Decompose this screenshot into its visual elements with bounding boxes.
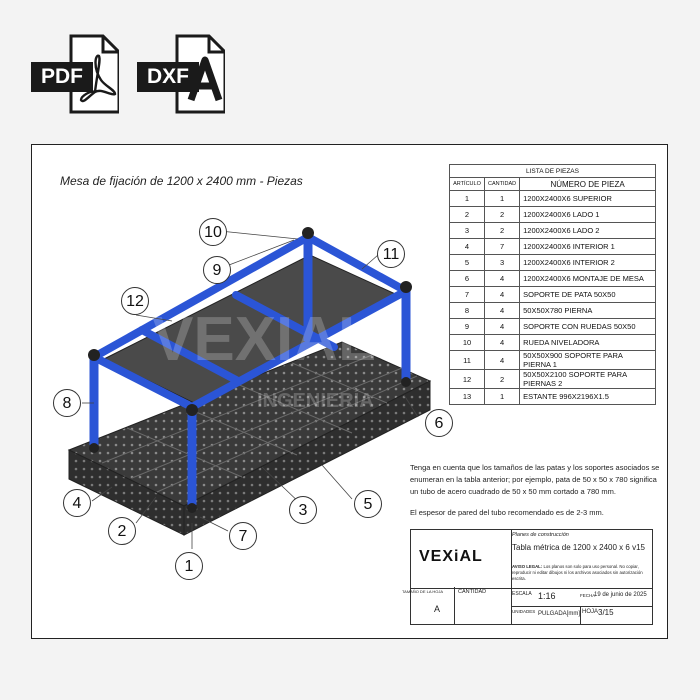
date-label: FECHA: [580, 593, 596, 598]
part-qty: 4: [485, 351, 520, 370]
parts-row: [450, 287, 656, 303]
sheet-title: Mesa de fijación de 1200 x 2400 mm - Piezas: [60, 174, 303, 188]
date-value: 19 de junio de 2025: [594, 592, 647, 598]
col-item: ARTÍCULO: [450, 178, 485, 191]
brand-cell: [411, 530, 512, 589]
callout-1: 1: [175, 552, 203, 580]
part-number: 50X50X780 PIERNA: [520, 303, 656, 319]
part-number: 1200X2400X6 INTERIOR 1: [520, 239, 656, 255]
part-item: 2: [450, 207, 485, 223]
parts-row: [450, 191, 656, 207]
part-qty: 4: [485, 303, 520, 319]
part-item: 4: [450, 239, 485, 255]
parts-row: [450, 223, 656, 239]
part-number: 50X50X900 SOPORTE PARA PIERNA 1: [520, 351, 656, 370]
col-qty: CANTIDAD: [485, 178, 520, 191]
plans-label: Planes de construcción: [512, 532, 569, 538]
parts-row: [450, 389, 656, 405]
callout-9: 9: [203, 256, 231, 284]
part-number: 1200X2400X6 INTERIOR 2: [520, 255, 656, 271]
part-number: 1200X2400X6 LADO 2: [520, 223, 656, 239]
units-label: UNIDADES: [512, 609, 536, 614]
callout-12: 12: [121, 287, 149, 315]
notes: [410, 462, 660, 519]
legal-notice: [512, 564, 650, 582]
callout-6: 6: [425, 409, 453, 437]
part-item: 5: [450, 255, 485, 271]
parts-row: [450, 207, 656, 223]
callout-3: 3: [289, 496, 317, 524]
units-value: PULGADA[mm]: [538, 611, 581, 617]
part-item: 8: [450, 303, 485, 319]
col-part-number: NÚMERO DE PIEZA: [520, 178, 656, 191]
part-item: 13: [450, 389, 485, 405]
sheet-size-value: A: [434, 604, 441, 614]
part-number: SOPORTE DE PATA 50X50: [520, 287, 656, 303]
part-number: 50X50X2100 SOPORTE PARA PIERNAS 2: [520, 370, 656, 389]
part-item: 10: [450, 335, 485, 351]
title-cell: [512, 530, 652, 589]
part-qty: 7: [485, 239, 520, 255]
part-number: 1200X2400X6 MONTAJE DE MESA: [520, 271, 656, 287]
part-number: RUEDA NIVELADORA: [520, 335, 656, 351]
part-qty: 3: [485, 255, 520, 271]
note-leg-sizes: Tenga en cuenta que los tamaños de las patas y los soportes asociados se enumeran en la tabla anterior; por ejemplo, pata de 50 x 50 x 780 significa un tubo de acero cuadrado de 50 x 50 mm cortado a 780 mm.: [410, 463, 660, 496]
parts-row: [450, 335, 656, 351]
drawing-title: Tabla métrica de 1200 x 2400 x 6 v15: [512, 543, 645, 552]
note-wall-thickness: El espesor de pared del tubo recomendado es de 2-3 mm.: [410, 508, 604, 517]
callout-5: 5: [354, 490, 382, 518]
part-item: 6: [450, 271, 485, 287]
watermark-brand: VEXIAL: [152, 305, 376, 374]
quantity-label: CANTIDAD: [458, 589, 487, 595]
parts-row: [450, 239, 656, 255]
parts-row: [450, 255, 656, 271]
part-item: 11: [450, 351, 485, 370]
part-qty: 4: [485, 319, 520, 335]
part-item: 9: [450, 319, 485, 335]
drawing-sheet: [31, 144, 668, 639]
watermark-sub: INGENIERÍA: [257, 390, 374, 412]
parts-row: [450, 319, 656, 335]
dxf-label: DXF: [137, 62, 199, 92]
part-item: 1: [450, 191, 485, 207]
dxf-file-icon: [137, 34, 225, 114]
pdf-file-icon: [31, 34, 119, 114]
part-qty: 2: [485, 207, 520, 223]
part-number: SOPORTE CON RUEDAS 50X50: [520, 319, 656, 335]
scale-value: 1:16: [538, 591, 556, 601]
sheet-label: HOJA: [582, 609, 599, 615]
sheet-number: 3/15: [598, 608, 614, 617]
parts-list: [449, 164, 656, 405]
parts-row: [450, 303, 656, 319]
parts-list-caption: LISTA DE PIEZAS: [450, 165, 656, 178]
callout-7: 7: [229, 522, 257, 550]
part-item: 3: [450, 223, 485, 239]
legal-label: AVISO LEGAL:: [512, 564, 543, 569]
part-number: ESTANTE 996X2196X1.5: [520, 389, 656, 405]
callout-2: 2: [108, 517, 136, 545]
parts-row: [450, 351, 656, 370]
size-qty-cell: [402, 587, 512, 625]
callout-4: 4: [63, 489, 91, 517]
part-number: 1200X2400X6 LADO 1: [520, 207, 656, 223]
parts-row: [450, 370, 656, 389]
part-qty: 1: [485, 191, 520, 207]
brand-logo: VEXiAL: [419, 548, 483, 565]
part-number: 1200X2400X6 SUPERIOR: [520, 191, 656, 207]
parts-row: [450, 271, 656, 287]
scale-label: ESCALA: [512, 591, 532, 597]
scale-date-cell: [512, 589, 652, 625]
part-qty: 4: [485, 335, 520, 351]
part-qty: 4: [485, 287, 520, 303]
callout-8: 8: [53, 389, 81, 417]
pdf-label: PDF: [31, 62, 93, 92]
legal-text: Los planos son solo para uso personal. No copiar, reproducir ni editar dibujos ni los archivos asociados sin autorización escrita.: [512, 564, 643, 581]
part-item: 12: [450, 370, 485, 389]
part-qty: 2: [485, 223, 520, 239]
part-qty: 4: [485, 271, 520, 287]
part-qty: 2: [485, 370, 520, 389]
part-qty: 1: [485, 389, 520, 405]
part-item: 7: [450, 287, 485, 303]
sheet-size-label: TAMAÑO DE LA HOJA: [402, 589, 444, 594]
callout-11: 11: [377, 240, 405, 268]
parts-list-body: [450, 191, 656, 405]
callout-10: 10: [199, 218, 227, 246]
